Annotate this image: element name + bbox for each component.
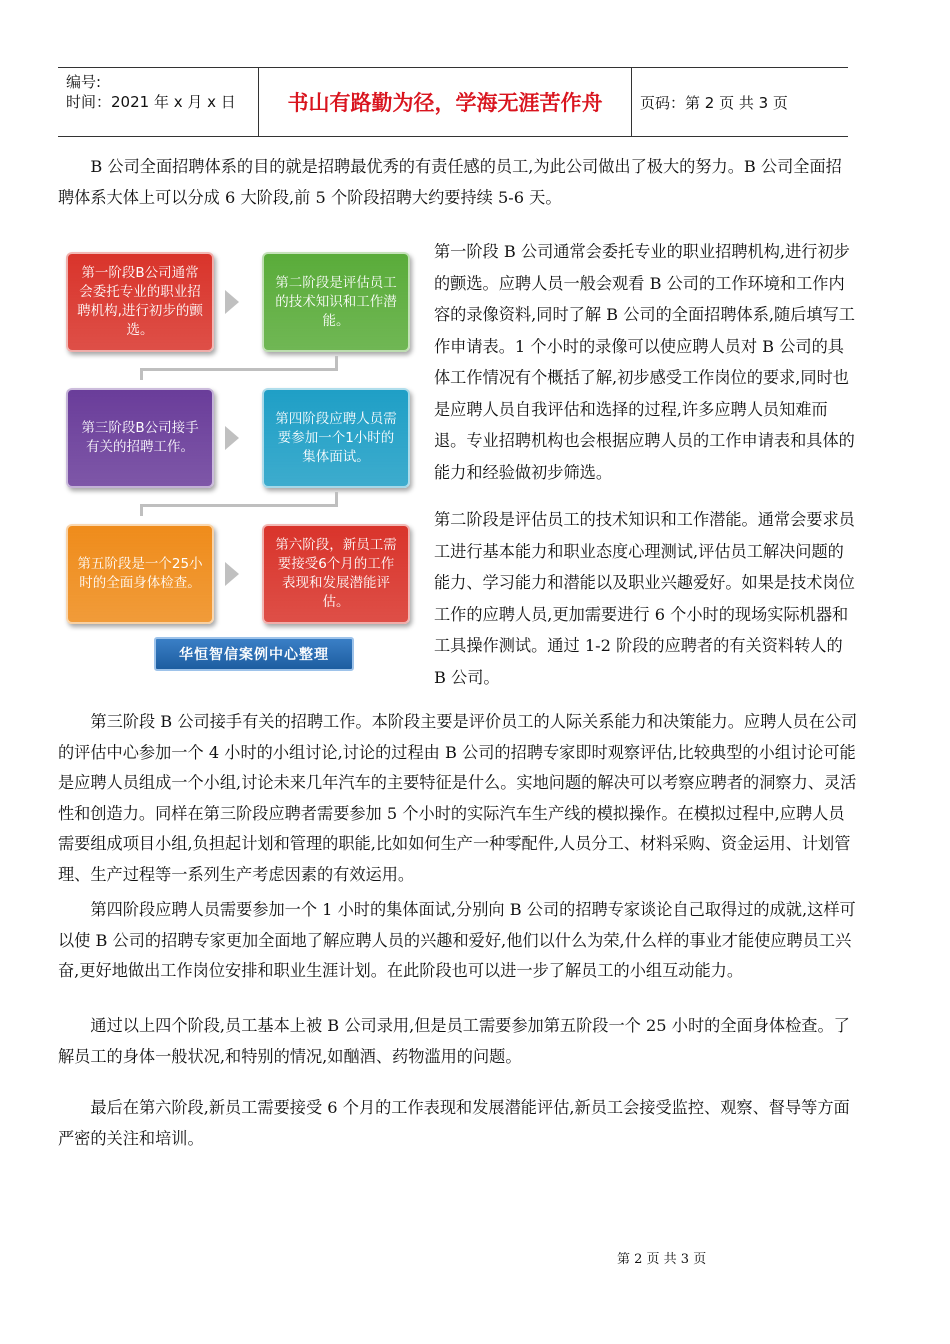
- document-time-label: 时间：2021 年 x 月 x 日: [66, 93, 236, 111]
- stage-6-paragraph: 最后在第六阶段,新员工需要接受 6 个月的工作表现和发展潜能评估,新员工会接受监控、观察、督导等方面严密的关注和培训。: [58, 1098, 850, 1148]
- stage-5-paragraph: 通过以上四个阶段,员工基本上被 B 公司录用,但是员工需要参加第五阶段一个 25 小时的全面身体检查。了解员工的身体一般状况,和特别的情况,如酗酒、药物滥用的问题。: [58, 1016, 850, 1066]
- intro-paragraph: B 公司全面招聘体系的目的就是招聘最优秀的有责任感的员工,为此公司做出了极大的努力。B 公司全面招聘体系大体上可以分成 6 大阶段,前 5 个阶段招聘大约要持续 5-6 天。: [58, 157, 842, 207]
- flow-box-stage-1: 第一阶段B公司通常会委托专业的职业招聘机构,进行初步的颤选。: [66, 252, 214, 352]
- flow-box-stage-5: 第五阶段是一个25小时的全面身体检查。: [66, 524, 214, 624]
- connector-line: [140, 368, 338, 371]
- stage-4-paragraph: 第四阶段应聘人员需要参加一个 1 小时的集体面试,分别向 B 公司的招聘专家谈论自己取得过的成就,这样可以使 B 公司的招聘专家更加全面地了解应聘人员的兴趣和爱好,他们以什么为荣,什么样的事业才能使应聘员工兴奋,更好地做出工作岗位安排和职业生涯计划。在此阶段也可以进一步了解员工的小组互动能力。: [58, 900, 856, 980]
- flow-box-stage-6: 第六阶段，新员工需要接受6个月的工作表现和发展潜能评估。: [262, 524, 410, 624]
- page-footer: 第 2 页 共 3 页: [617, 1252, 707, 1267]
- flow-box-stage-3: 第三阶段B公司接手有关的招聘工作。: [66, 388, 214, 488]
- stage-1-paragraph: 第一阶段 B 公司通常会委托专业的职业招聘机构,进行初步的颤选。应聘人员一般会观看 B 公司的工作环境和工作内容的录像资料,同时了解 B 公司的全面招聘体系,随后填写工作申请表。1 个小时的录像可以使应聘人员对 B 公司的具体工作情况有个概括了解,初步感受工作岗位的要求,同时也是应聘人员自我评估和选择的过程,许多应聘人员知难而退。专业招聘机构也会根据应聘人员的工作申请表和具体的能力和经验做初步筛选。: [434, 242, 855, 482]
- stage-3-paragraph: 第三阶段 B 公司接手有关的招聘工作。本阶段主要是评价员工的人际关系能力和决策能力。应聘人员在公司的评估中心参加一个 4 小时的小组讨论,讨论的过程由 B 公司的招聘专家即时观察评估,比较典型的小组讨论可能是应聘人员组成一个小组,讨论未来几年汽车的主要特征是什么。实地问题的解决可以考察应聘者的洞察力、灵活性和创造力。同样在第三阶段应聘者需要参加 5 个小时的实际汽车生产线的模拟操作。在模拟过程中,应聘人员需要组成项目小组,负担起计划和管理的职能,比如如何生产一种零配件,人员分工、材料采购、资金运用、计划管理、生产过程等一系列生产考虑因素的有效运用。: [58, 712, 858, 884]
- document-number-label: 编号:: [66, 73, 102, 91]
- flow-box-stage-4: 第四阶段应聘人员需要参加一个1小时的集体面试。: [262, 388, 410, 488]
- connector-line: [140, 504, 143, 516]
- arrow-right-icon: [225, 290, 239, 314]
- arrow-right-icon: [225, 562, 239, 586]
- connector-line: [140, 504, 338, 507]
- recruitment-flowchart: [58, 240, 428, 676]
- header-page-label: 页码：第 2 页 共 3 页: [640, 94, 788, 112]
- connector-line: [140, 368, 143, 380]
- source-banner: 华恒智信案例中心整理: [154, 637, 354, 671]
- flow-box-stage-2: 第二阶段是评估员工的技术知识和工作潜能。: [262, 252, 410, 352]
- header-meta: [66, 72, 256, 112]
- header-motto: 书山有路勤为径，学海无涯苦作舟: [258, 68, 632, 136]
- stage-2-paragraph: 第二阶段是评估员工的技术知识和工作潜能。通常会要求员工进行基本能力和职业态度心理测试,评估员工解决问题的能力、学习能力和潜能以及职业兴趣爱好。如果是技术岗位工作的应聘人员,更加需要进行 6 个小时的现场实际机器和工具操作测试。通过 1-2 阶段的应聘者的有关资料转人的 B 公司。: [434, 510, 855, 687]
- page-header: [58, 67, 848, 137]
- arrow-right-icon: [225, 426, 239, 450]
